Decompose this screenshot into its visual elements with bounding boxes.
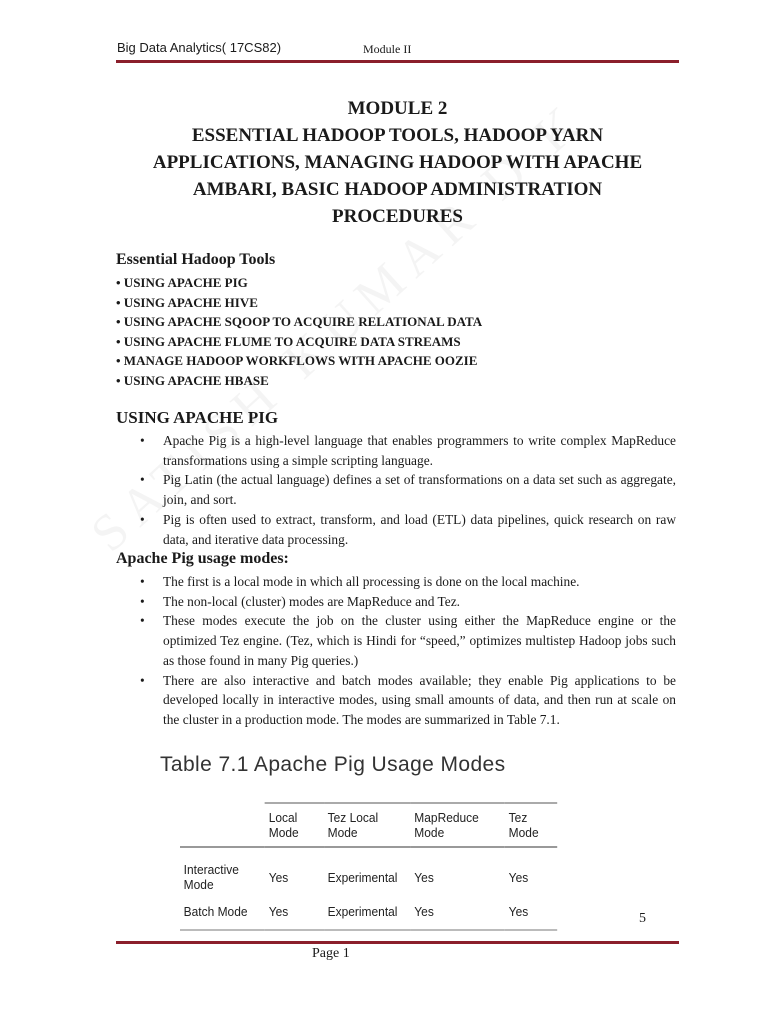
topic-item: • USING APACHE HIVE (116, 294, 258, 310)
bullet-glyph: • (140, 433, 145, 448)
bullet-item (140, 592, 676, 612)
column-header: Local Mode (265, 803, 324, 847)
bullet-glyph: • (140, 472, 145, 488)
bullet-item (140, 470, 676, 509)
title-line: MODULE 2 (347, 98, 448, 119)
title-line: APPLICATIONS, MANAGING HADOOP WITH APACHE (152, 152, 643, 173)
table-row (180, 898, 557, 930)
bullet-item (140, 572, 676, 592)
title-line: PROCEDURES (332, 206, 463, 227)
table-cell: Yes (411, 898, 505, 930)
table-row (180, 847, 557, 898)
title-line: AMBARI, BASIC HADOOP ADMINISTRATION (192, 179, 603, 200)
bullet-glyph: • (140, 574, 145, 589)
title-line: ESSENTIAL HADOOP TOOLS, HADOOP YARN (191, 125, 604, 146)
table-cell: Yes (508, 869, 529, 885)
header-rule (116, 60, 679, 63)
bullet-item (140, 611, 676, 670)
column-header: Tez Local Mode (324, 803, 411, 847)
topic-item: • USING APACHE SQOOP TO ACQUIRE RELATIONAL DATA (116, 314, 483, 330)
bullet-glyph: • (140, 593, 145, 609)
column-header: Tez Mode (505, 803, 557, 847)
modes-heading: Apache Pig usage modes: (116, 550, 289, 567)
bullet-text: Apache Pig is a high-level language that enables programmers to write complex MapReduce transformations using a simple scripting language. (163, 433, 676, 468)
modes-bullet-list (140, 572, 676, 730)
section-title: Essential Hadoop Tools (116, 251, 276, 268)
table-cell: Experimental (327, 869, 398, 885)
column-header: MapReduce Mode (411, 803, 505, 847)
bullet-text: The non-local (cluster) modes are MapReduce and Tez. (163, 593, 461, 609)
bullet-text: Pig is often used to extract, transform, and load (ETL) data pipelines, quick research on raw data, and iterative data processing. (163, 511, 676, 547)
table-corner-cell (180, 803, 265, 847)
bullet-glyph: • (140, 672, 145, 688)
table-cell: Yes (414, 869, 434, 885)
table-title: Table 7.1 Apache Pig Usage Modes (160, 753, 506, 776)
row-label: Batch Mode (180, 898, 265, 930)
pig-heading: USING APACHE PIG (116, 408, 279, 427)
header-course: Big Data Analytics( 17CS82) (117, 40, 282, 55)
usage-modes-table (180, 802, 557, 931)
topic-item: • USING APACHE FLUME TO ACQUIRE DATA STREAMS (116, 333, 461, 349)
table-cell: Yes (505, 898, 557, 930)
table-cell: Experimental (324, 898, 411, 930)
bullet-item (140, 431, 676, 470)
header-module: Module II (363, 42, 412, 56)
page-title (116, 95, 679, 230)
pig-bullet-list (140, 431, 676, 549)
table-cell: Yes (268, 869, 289, 885)
row-label: Interactive Mode (183, 862, 239, 892)
topic-item: • MANAGE HADOOP WORKFLOWS WITH APACHE OOZIE (116, 353, 478, 369)
bullet-item (140, 671, 676, 730)
bullet-item (140, 510, 676, 549)
topic-item: • USING APACHE HBASE (116, 372, 269, 388)
bullet-text: Pig Latin (the actual language) defines a set of transformations on a data set such as aggregate, join, and sort. (163, 472, 676, 508)
book-page-number: 5 (639, 911, 646, 926)
bullet-glyph: • (140, 613, 145, 629)
topic-list (116, 273, 482, 391)
bullet-text: There are also interactive and batch modes available; they enable Pig applications to be developed locally in interactive modes, using small amounts of data, and then run at scale on the cluster in a production mode. The modes are summarized in Table 7.1. (163, 672, 676, 727)
topic-item: • USING APACHE PIG (116, 275, 248, 290)
page-footer: Page 1 (312, 946, 350, 961)
table-cell: Yes (265, 898, 324, 930)
footer-rule (116, 941, 679, 944)
bullet-glyph: • (140, 511, 145, 527)
bullet-text: The first is a local mode in which all processing is done on the local machine. (163, 574, 580, 589)
table-header-row (180, 803, 557, 847)
bullet-text: These modes execute the job on the cluster using either the MapReduce engine or the optimized Tez engine. (Tez, which is Hindi for “speed,” optimizes multistep Hadoop jobs such as those found in many Pig queries.) (163, 613, 676, 668)
